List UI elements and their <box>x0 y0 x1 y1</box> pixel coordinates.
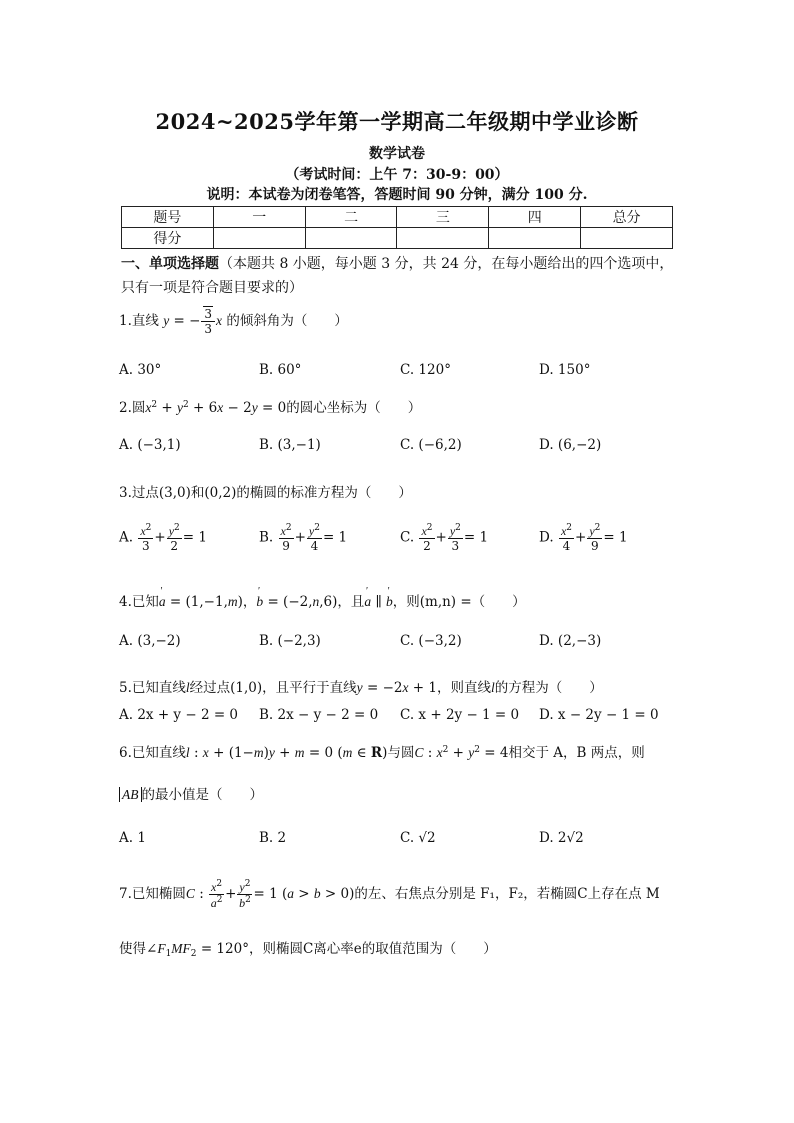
score-cell: 四 <box>489 207 581 228</box>
score-table-header-row <box>122 207 673 228</box>
question-7-line2-post: ，则椭圆C离心率e的取值范围为（ ） <box>248 941 497 957</box>
question-7-line-2 <box>119 937 497 959</box>
math-expr: AB <box>119 787 142 802</box>
score-cell: 二 <box>305 207 397 228</box>
q5-option-a[interactable]: A. 2x + y − 2 = 0 <box>119 707 239 723</box>
score-cell: 得分 <box>122 228 214 249</box>
question-5-post: ，则直线 <box>436 680 491 696</box>
question-1-post: 的倾斜角为（ ） <box>226 313 348 329</box>
math-expr: $\angle F_1MF_2 = 120^\circ$ <box>146 941 249 959</box>
math-expr: y = −2x + 1 <box>356 680 437 696</box>
question-6-mid: 与圆 <box>387 745 415 761</box>
score-table <box>121 206 673 249</box>
math-expr: ' a = (1,−1,m)，' b = (−2,n,6)，且' a ∥ ' b <box>159 594 393 610</box>
section-1-desc: （本题共 8 小题，每小题 3 分，共 24 分，在每小题给出的四个选项中，只有一项是符合题目要求的） <box>121 256 674 296</box>
question-2-pre: 2.圆 <box>119 400 146 416</box>
question-6-pre: 6.已知直线 <box>119 745 186 761</box>
q1-option-b[interactable]: B. 60° <box>259 362 302 378</box>
question-6 <box>119 741 645 761</box>
question-7 <box>119 880 660 909</box>
q4-option-d[interactable]: D. (2,−3) <box>539 633 602 649</box>
question-5-post2: 的方程为（ ） <box>494 680 603 696</box>
q6-option-c[interactable]: C. √2 <box>400 830 436 846</box>
q6-option-b[interactable]: B. 2 <box>259 830 287 846</box>
q4-option-b[interactable]: B. (−2,3) <box>259 633 321 649</box>
score-cell: 一 <box>213 207 305 228</box>
math-expr: C : $\frac{x^2}{a^2}$ + $\frac{y^2}{b^2}$ = 1 (a > b > 0) <box>185 879 355 910</box>
question-1 <box>119 308 348 335</box>
section-1-heading <box>121 252 681 300</box>
score-cell: 总分 <box>581 207 673 228</box>
math-expr: C : $x^2 + y^2 = 4$ <box>414 745 509 761</box>
q2-option-b[interactable]: B. (3,−1) <box>259 437 321 453</box>
q1-option-c[interactable]: C. 120° <box>400 362 451 378</box>
question-1-pre: 1.直线 <box>119 313 159 329</box>
q4-option-a[interactable]: A. (3,−2) <box>119 633 181 649</box>
question-5: 5.已知直线l经过点(1,0)，且平行于直线y = −2x + 1，则直线l的方程为（ ） <box>119 680 603 696</box>
q3-option-d[interactable]: D. $\frac{x^2}{4}$ + $\frac{y^2}{9}$ = 1 <box>539 523 628 553</box>
question-2 <box>119 396 421 416</box>
q1-option-a[interactable]: A. 30° <box>119 362 162 378</box>
score-cell: 三 <box>397 207 489 228</box>
q2-option-a[interactable]: A. (−3,1) <box>119 437 181 453</box>
exam-note: 说明：本试卷为闭卷笔答，答题时间 90 分钟，满分 100 分. <box>206 187 588 203</box>
score-table-score-row <box>122 228 673 249</box>
score-input-cell[interactable] <box>213 228 305 249</box>
score-input-cell[interactable] <box>489 228 581 249</box>
question-3: 3.过点(3,0)和(0,2)的椭圆的标准方程为（ ） <box>119 485 412 501</box>
q2-option-c[interactable]: C. (−6,2) <box>400 437 462 453</box>
q3-option-c[interactable]: C. $\frac{x^2}{2}$ + $\frac{y^2}{3}$ = 1 <box>400 523 489 553</box>
question-4-pre: 4.已知 <box>119 594 159 610</box>
score-cell: 题号 <box>122 207 214 228</box>
q2-option-d[interactable]: D. (6,−2) <box>539 437 602 453</box>
q3-option-a[interactable]: A. $\frac{x^2}{3}$ + $\frac{y^2}{2}$ = 1 <box>119 523 207 553</box>
question-7-line2-pre: 使得 <box>119 941 146 957</box>
question-6-line2: 的最小值是（ ） <box>141 787 263 803</box>
q6-option-d[interactable]: D. 2√2 <box>539 830 584 846</box>
score-input-cell[interactable] <box>581 228 673 249</box>
q5-option-c[interactable]: C. x + 2y − 1 = 0 <box>400 707 520 723</box>
math-expr: y = − $\frac{3}{3}$ x <box>163 307 223 336</box>
section-1-title: 一、单项选择题 <box>121 256 219 272</box>
q5-option-b[interactable]: B. 2x − y − 2 = 0 <box>259 707 379 723</box>
score-input-cell[interactable] <box>397 228 489 249</box>
exam-subtitle: 数学试卷 <box>369 146 425 162</box>
q5-option-d[interactable]: D. x − 2y − 1 = 0 <box>539 707 659 723</box>
q4-option-c[interactable]: C. (−3,2) <box>400 633 462 649</box>
question-7-post: 的左、右焦点分别是 F₁，F₂，若椭圆C上存在点 M <box>354 886 660 902</box>
question-5-mid: 经过点(1,0)，且平行于直线 <box>189 680 357 696</box>
q1-option-d[interactable]: D. 150° <box>539 362 591 378</box>
question-6-line-2 <box>119 783 263 803</box>
question-4 <box>119 590 526 610</box>
exam-title: 2024~2025学年第一学期高二年级期中学业诊断 <box>155 109 639 134</box>
q6-option-a[interactable]: A. 1 <box>119 830 146 846</box>
question-5-pre: 5.已知直线 <box>119 680 186 696</box>
question-2-post: 的圆心坐标为（ ） <box>286 400 422 416</box>
question-7-pre: 7.已知椭圆 <box>119 886 186 902</box>
exam-time: （考试时间：上午 7：30-9：00） <box>285 167 509 183</box>
question-6-post: 相交于 A，B 两点，则 <box>508 745 645 761</box>
math-expr: l : x + (1−m)y + m = 0 (m ∈ R) <box>185 745 388 761</box>
q3-option-b[interactable]: B. $\frac{x^2}{9}$ + $\frac{y^2}{4}$ = 1 <box>259 523 348 553</box>
question-4-post: ，则(m,n) =（ ） <box>392 594 526 610</box>
math-expr: $x^2 + y^2 + 6x - 2y = 0$ <box>145 400 287 416</box>
score-input-cell[interactable] <box>305 228 397 249</box>
